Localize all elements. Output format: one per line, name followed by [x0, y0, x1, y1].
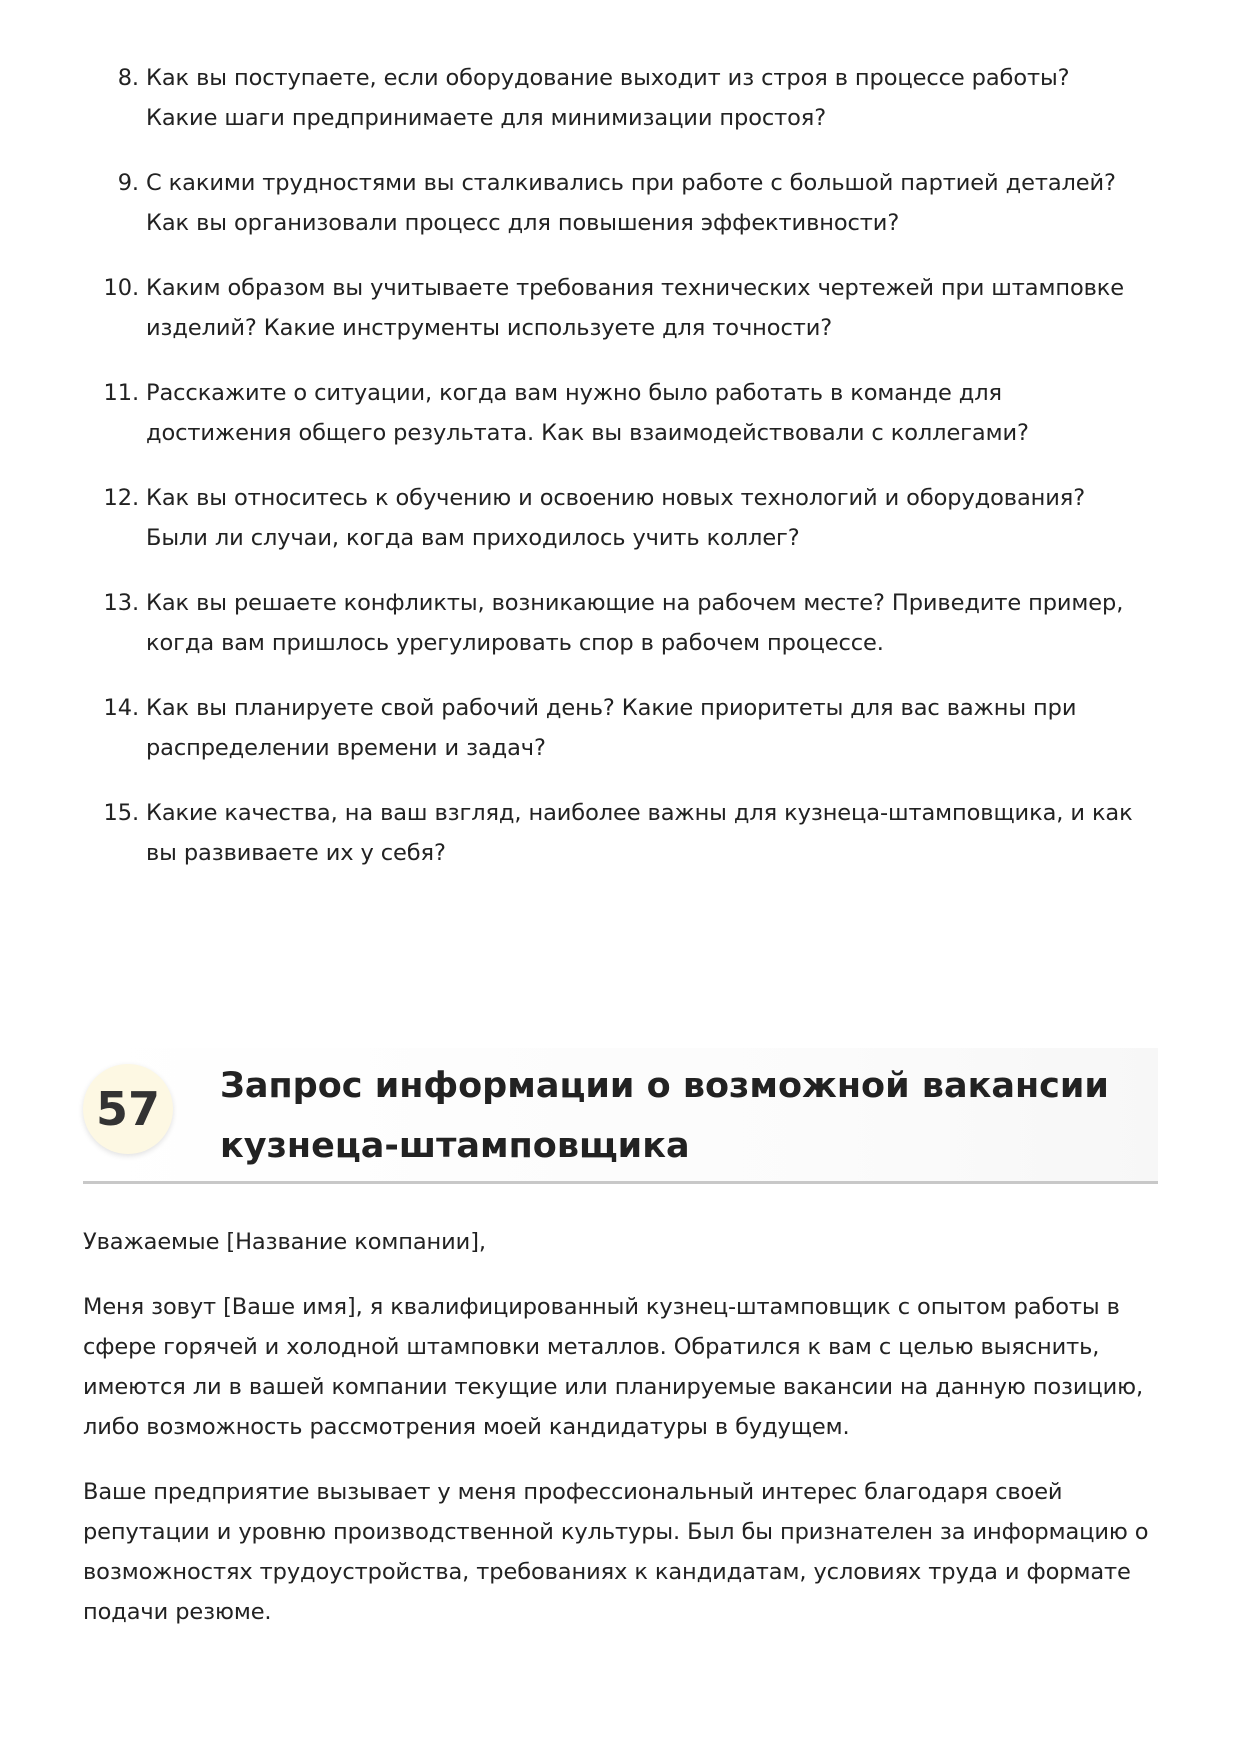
list-item: [83, 688, 1143, 768]
question-list: [83, 58, 1143, 898]
list-item: [83, 793, 1143, 873]
list-item: [83, 583, 1143, 663]
section-title: Запрос информации о возможной вакансии кузнеца-штамповщика: [220, 1066, 1109, 1166]
list-item-text: Каким образом вы учитываете требования технических чертежей при штамповке изделий? Какие инструменты используете для точности?: [146, 275, 1125, 341]
list-item-text: Как вы относитесь к обучению и освоению новых технологий и оборудования? Были ли случаи, когда вам приходилось учить коллег?: [146, 485, 1086, 551]
list-item-number: 12.: [103, 485, 139, 511]
list-item-number: 8.: [117, 65, 139, 91]
list-item-text: Какие качества, на ваш взгляд, наиболее важны для кузнеца-штамповщика, и как вы развиваете их у себя?: [146, 800, 1133, 866]
list-item: [83, 268, 1143, 348]
list-item-number: 10.: [103, 275, 139, 301]
letter-greeting: Уважаемые [Название компании],: [83, 1229, 486, 1255]
list-item-number: 15.: [103, 800, 139, 826]
list-item-number: 13.: [103, 590, 139, 616]
list-item: [83, 373, 1143, 453]
section-header: [83, 1048, 1158, 1184]
list-item: [83, 163, 1143, 243]
list-item-number: 14.: [103, 695, 139, 721]
letter-paragraph: Ваше предприятие вызывает у меня профессиональный интерес благодаря своей репутации и уровню производственной культуры. Был бы признателен за информацию о возможностях трудоустройства, требованиях к кандидатам, условиях труда и формате подачи резюме.: [83, 1479, 1149, 1625]
list-item-text: Как вы планируете свой рабочий день? Какие приоритеты для вас важны при распределении времени и задач?: [146, 695, 1077, 761]
list-item-text: Расскажите о ситуации, когда вам нужно было работать в команде для достижения общего результата. Как вы взаимодействовали с коллегами?: [146, 380, 1029, 446]
list-item-text: Как вы поступаете, если оборудование выходит из строя в процессе работы? Какие шаги предпринимаете для минимизации простоя?: [146, 65, 1070, 131]
list-item-text: Как вы решаете конфликты, возникающие на рабочем месте? Приведите пример, когда вам пришлось урегулировать спор в рабочем процессе.: [146, 590, 1124, 656]
list-item: [83, 478, 1143, 558]
letter-body: [83, 1222, 1158, 1657]
list-item-text: С какими трудностями вы сталкивались при работе с большой партией деталей? Как вы организовали процесс для повышения эффективности?: [146, 170, 1116, 236]
list-item-number: 11.: [103, 380, 139, 406]
list-item-number: 9.: [117, 170, 139, 196]
letter-paragraph: Меня зовут [Ваше имя], я квалифицированный кузнец-штамповщик с опытом работы в сфере горячей и холодной штамповки металлов. Обратился к вам с целью выяснить, имеются ли в вашей компании текущие или планируемые вакансии на данную позицию, либо возможность рассмотрения моей кандидатуры в будущем.: [83, 1294, 1144, 1440]
list-item: [83, 58, 1143, 138]
section-number-badge: 57: [83, 1064, 173, 1154]
